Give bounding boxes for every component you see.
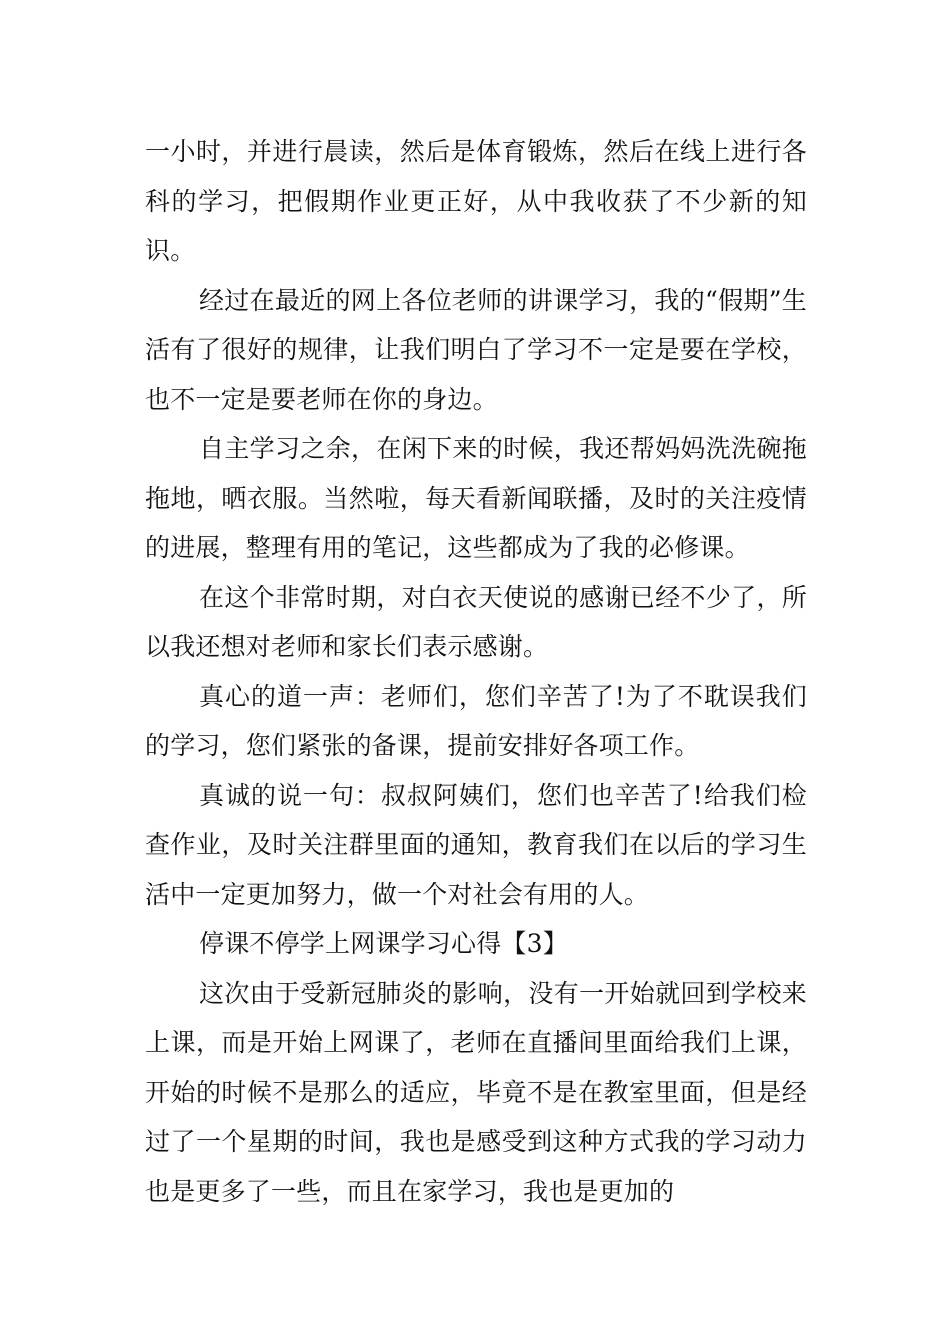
paragraph-6: 真诚的说一句：叔叔阿姨们，您们也辛苦了!给我们检查作业，及时关注群里面的通知，教育我们在以后的学习生活中一定更加努力，做一个对社会有用的人。	[145, 780, 807, 909]
section-heading: 停课不停学上网课学习心得【3】	[199, 929, 568, 958]
paragraph-4: 在这个非常时期，对白衣天使说的感谢已经不少了，所以我还想对老师和家长们表示感谢。	[145, 582, 807, 661]
paragraph-2: 经过在最近的网上各位老师的讲课学习，我的“假期”生活有了很好的规律，让我们明白了学习不一定是要在学校，也不一定是要老师在你的身边。	[145, 285, 807, 414]
paragraph-1: 一小时，并进行晨读，然后是体育锻炼，然后在线上进行各科的学习，把假期作业更正好，从中我收获了不少新的知识。	[145, 137, 807, 265]
document-page	[145, 127, 807, 1216]
paragraph-3: 自主学习之余，在闲下来的时候，我还帮妈妈洗洗碗拖拖地，晒衣服。当然啦，每天看新闻联播，及时的关注疫情的进展，整理有用的笔记，这些都成为了我的必修课。	[145, 434, 807, 562]
paragraph-5: 真心的道一声：老师们，您们辛苦了!为了不耽误我们的学习，您们紧张的备课，提前安排好各项工作。	[145, 681, 807, 760]
paragraph-7: 这次由于受新冠肺炎的影响，没有一开始就回到学校来上课，而是开始上网课了，老师在直播间里面给我们上课，开始的时候不是那么的适应，毕竟不是在教室里面，但是经过了一个星期的时间，我也是感受到这种方式我的学习动力也是更多了一些，而且在家学习，我也是更加的	[145, 978, 807, 1206]
